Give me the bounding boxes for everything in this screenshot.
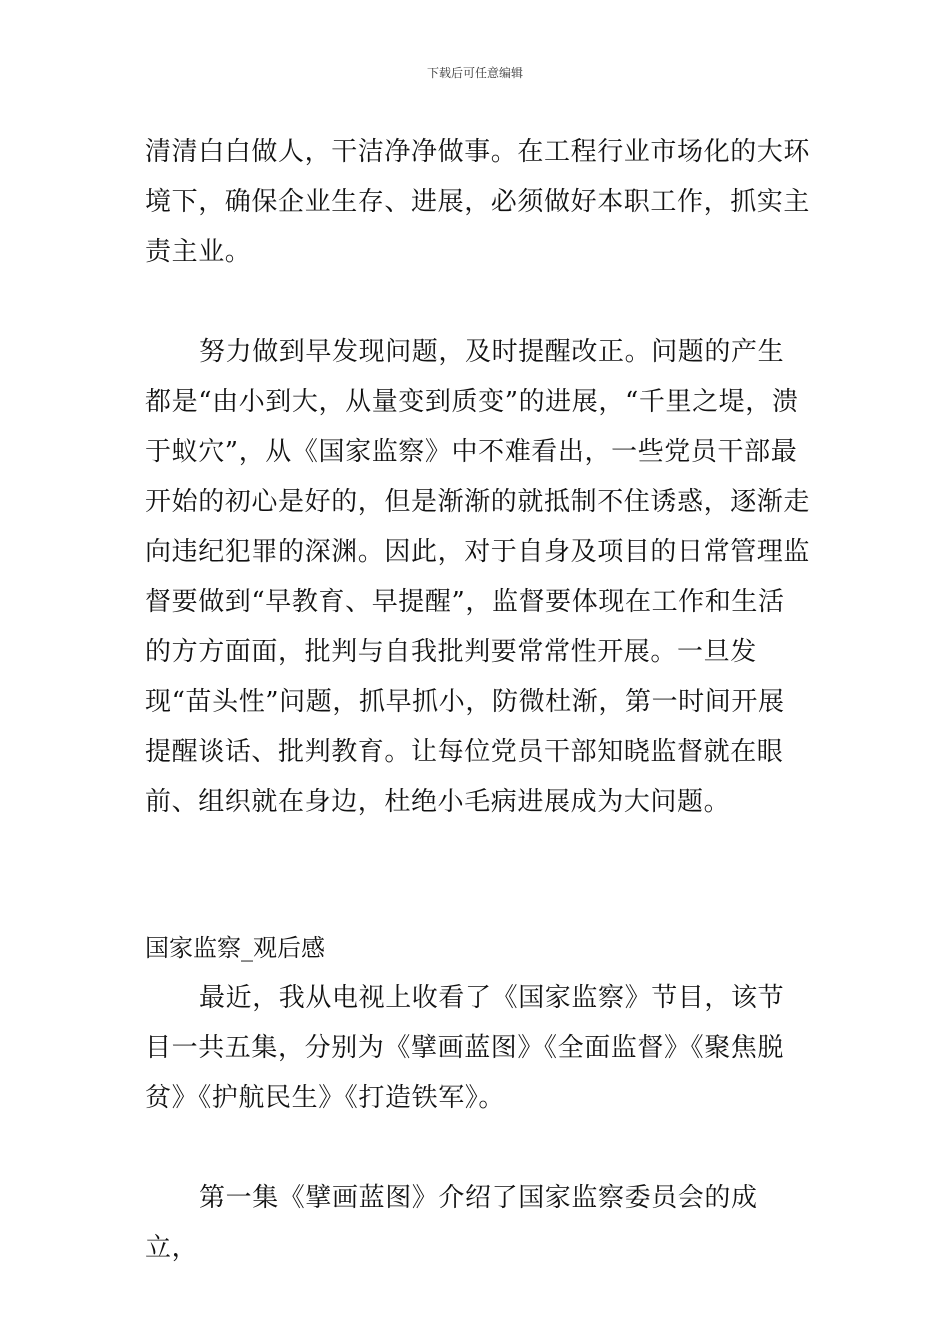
paragraph-1: 清清白白做人，干洁净净做事。在工程行业市场化的大环境下，确保企业生存、进展，必须做好本职工作，抓实主责主业。 — [145, 137, 811, 267]
paragraph-2: 努力做到早发现问题，及时提醒改正。问题的产生都是“由小到大，从量变到质变”的进展，“千里之堤，溃于蚁穴”，从《国家监察》中不难看出，一些党员干部最开始的初心是好的，但是渐渐的就抵制不住诱惑，逐渐走向违纪犯罪的深渊。因此，对于自身及项目的日常管理监督要做到“早教育、早提醒”，监督要体现在工作和生活的方方面面，批判与自我批判要常常性开展。一旦发现“苗头性”问题，抓早抓小，防微杜渐，第一时间开展提醒谈话、批判教育。让每位党员干部知晓监督就在眼前、组织就在身边，杜绝小毛病进展成为大问题。 — [145, 337, 811, 817]
paragraph-4: 第一集《擘画蓝图》介绍了国家监察委员会的成立， — [145, 1183, 758, 1263]
paragraph-3: 最近，我从电视上收看了《国家监察》节目，该节目一共五集，分别为《擘画蓝图》《全面监督》《聚焦脱贫》《护航民生》《打造铁军》。 — [145, 983, 785, 1113]
section-title: 国家监察_观后感 — [145, 934, 325, 962]
page-header-note: 下载后可任意编辑 — [426, 66, 523, 80]
